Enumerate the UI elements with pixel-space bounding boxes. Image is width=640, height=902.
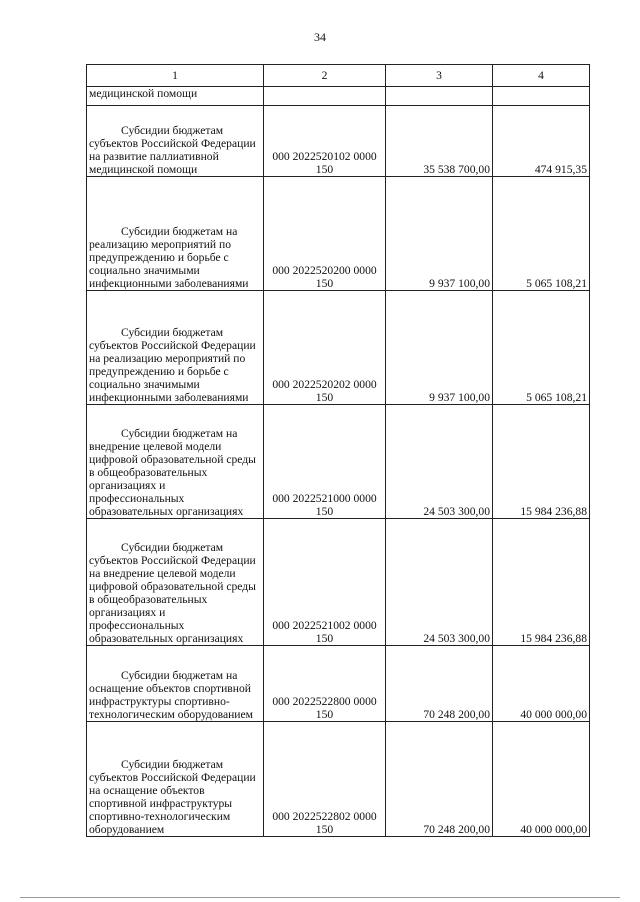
row-code: 000 2022522802 0000 150 (264, 722, 386, 837)
table-row (87, 291, 590, 405)
row-name-text: Субсидии бюджетам субъектов Российской Федерации на развитие паллиативной медицинской помощи (89, 123, 256, 176)
row-name-text: Субсидии бюджетам субъектов Российской Федерации на оснащение объектов спортивной инфраструктуры спортивно-технологическим оборудованием (89, 757, 256, 836)
row-name-text: Субсидии бюджетам субъектов Российской Федерации на реализацию мероприятий по предупреждению и борьбе с социально значимыми инфекционными заболеваниями (89, 325, 256, 404)
continuation-row (87, 87, 590, 106)
row-plan-amount: 35 538 700,00 (386, 106, 493, 177)
row-name (87, 291, 264, 405)
row-name (87, 405, 264, 519)
table-row (87, 177, 590, 291)
table-row (87, 722, 590, 837)
column-number-1: 1 (87, 65, 264, 87)
row-code: 000 2022520200 0000 150 (264, 177, 386, 291)
row-fact-amount: 40 000 000,00 (493, 722, 590, 837)
row-fact-amount: 5 065 108,21 (493, 291, 590, 405)
table-row (87, 646, 590, 722)
row-plan-amount: 24 503 300,00 (386, 519, 493, 646)
continuation-text: медицинской помощи (87, 87, 264, 106)
empty-cell (493, 87, 590, 106)
row-name (87, 722, 264, 837)
row-name-text: Субсидии бюджетам на внедрение целевой модели цифровой образовательной среды в общеобразовательных организациях и профессиональных образовательных организациях (89, 426, 256, 518)
row-fact-amount: 5 065 108,21 (493, 177, 590, 291)
column-number-2: 2 (264, 65, 386, 87)
row-name-text: Субсидии бюджетам субъектов Российской Федерации на внедрение целевой модели цифровой образовательной среды в общеобразовательных организациях и профессиональных образовательных организациях (89, 540, 256, 645)
row-code: 000 2022522800 0000 150 (264, 646, 386, 722)
row-plan-amount: 70 248 200,00 (386, 722, 493, 837)
scan-edge-line (20, 897, 620, 898)
row-fact-amount: 15 984 236,88 (493, 519, 590, 646)
budget-table (86, 64, 590, 837)
row-plan-amount: 9 937 100,00 (386, 291, 493, 405)
row-fact-amount: 40 000 000,00 (493, 646, 590, 722)
row-plan-amount: 70 248 200,00 (386, 646, 493, 722)
table-row (87, 106, 590, 177)
row-code: 000 2022520202 0000 150 (264, 291, 386, 405)
row-name (87, 519, 264, 646)
row-name-text: Субсидии бюджетам на реализацию мероприятий по предупреждению и борьбе с социально значимыми инфекционными заболеваниями (89, 224, 249, 290)
row-code: 000 2022521002 0000 150 (264, 519, 386, 646)
page-number: 34 (314, 30, 326, 44)
column-number-3: 3 (386, 65, 493, 87)
column-number-row (87, 65, 590, 87)
row-plan-amount: 9 937 100,00 (386, 177, 493, 291)
table-row (87, 405, 590, 519)
row-plan-amount: 24 503 300,00 (386, 405, 493, 519)
empty-cell (386, 87, 493, 106)
table-row (87, 519, 590, 646)
row-name (87, 177, 264, 291)
column-number-4: 4 (493, 65, 590, 87)
row-name (87, 646, 264, 722)
row-code: 000 2022521000 0000 150 (264, 405, 386, 519)
empty-cell (264, 87, 386, 106)
row-code: 000 2022520102 0000 150 (264, 106, 386, 177)
row-fact-amount: 474 915,35 (493, 106, 590, 177)
row-name-text: Субсидии бюджетам на оснащение объектов спортивной инфраструктуры спортивно-технологическим оборудованием (89, 668, 253, 721)
row-fact-amount: 15 984 236,88 (493, 405, 590, 519)
row-name (87, 106, 264, 177)
